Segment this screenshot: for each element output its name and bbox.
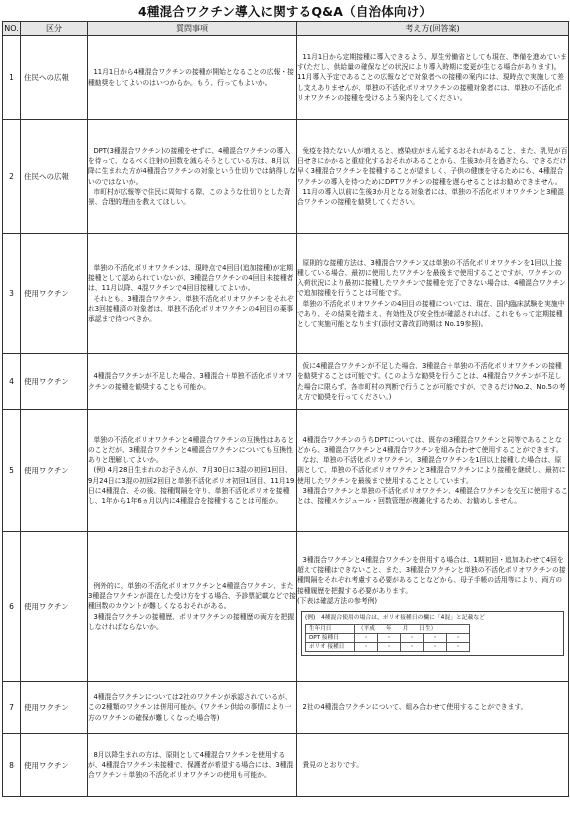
header-answer: 考え方(回答案) [297,22,569,36]
row-category: 使用ワクチン [21,532,88,682]
question-paragraph: それとも、3種混合ワクチン、単独不活化ポリオワクチンをそれぞれ3回接種済の対象者は、単独不活化ポリオワクチンの4回目の薬事承認まで待つべきか。 [88,294,294,323]
table-row [3,36,569,120]
question-paragraph: 例外的に、単独の不活化ポリオワクチンと4種混合ワクチン、また3種混合ワクチンが混在した受け方をする場合、予診票記載などで接種回数のカウントが難しくなるおそれがある。 [88,582,296,611]
row-category: 使用ワクチン [21,682,88,734]
answer-paragraph: 11月の導入以前に生後3か月となる対象者には、単独の不活化ポリオワクチンと3種混合ワクチンの接種を勧奨してください。 [297,187,565,206]
answer-paragraph: 11月1日から定期接種に導入できるよう、厚生労働省としても現在、準備を進めています(ただし、供給量の確保などの状況により導入時期に変更が生じる場合があります)。11月導入予定であることの広報などで対象者への接種の案内には、現時点で実施して差し支えありませんが、単独の不活化ポリオワクチンの接種対象者には、単独の不活化ポリオワクチンの接種を受けるよう案内をしてください。 [297,53,567,102]
example-row-label: DPT 接種日 [306,633,355,642]
header-category: 区分 [21,22,88,36]
answer-paragraph: 単独の不活化ポリオワクチンの4回目の接種については、現在、国内臨床試験を実施中であり、その結果を踏まえ、有効性及び安全性が確認されれば、これをもって定期接種として実施可能となります(添付文書改訂時期は No.19参照)。 [297,299,565,328]
answer-paragraph: 免疫を持たない人が増えると、感染症がまん延するおそれがあること、また、乳児が百日せきにかかると重症化するおそれがあることから、生後3か月を過ぎたら、できるだけ早く3種混合ワクチンを接種することが望ましく、子供の健康を守るためにも、4種混合ワクチンの導入を待つためにDPTワクチンの接種を遅らせることはお勧めできません。 [297,147,568,186]
question-paragraph: 8月以降生まれの方は、原則として4種混合ワクチンを使用するが、4種混合ワクチン未接種で、保護者が希望する場合には、3種混合ワクチン＋単独の不活化ポリオワクチンの使用も可能か。 [88,750,294,780]
example-date-cell: ・ [447,633,470,642]
row-category: 使用ワクチン [21,354,88,410]
header-question: 質問事項 [88,22,297,36]
answer-paragraph: 貴見のとおりです。 [302,760,364,769]
answer-cell [297,682,569,734]
answer-paragraph: なお、単独の不活化ポリオワクチン、3種混合ワクチンを1回以上接種した場合は、原則として、単独の不活化ポリオワクチンと3種混合ワクチンにより接種を継続し、最初に使用したワクチンを最後まで使用することとしています。 [297,456,566,485]
answer-cell [297,532,569,682]
example-row [306,642,470,651]
example-date-cell: ・ [401,642,424,651]
question-cell [88,734,297,797]
question-paragraph: 4種混合ワクチンについては2社のワクチンが承認されているが、この2種類のワクチンは併用可能か。(ワクチン供給の事情により一方のワクチンの確保が難しくなった場合等) [88,693,292,722]
question-paragraph: 4種混合ワクチンが不足した場合、3種混合＋単独不活化ポリオワクチンの接種を勧奨することも可能か。 [88,372,292,391]
row-category: 住民への広報 [21,36,88,120]
row-number: 6 [3,532,21,682]
example-date-cell: ・ [401,633,424,642]
table-row [3,532,569,682]
question-cell [88,354,297,410]
example-box [301,611,564,656]
table-row [3,120,569,234]
row-number: 4 [3,354,21,410]
answer-cell [297,36,569,120]
answer-paragraph: (下表は確認方法の参考例) [297,596,378,605]
question-paragraph: 単独の不活化ポリオワクチンは、現時点で4回目(追加接種)が定期接種として認められていないが、3種混合ワクチンの4回目未接種者は、11月以降、4混ワクチンで4回目接種してよいか。 [88,264,294,293]
question-cell [88,532,297,682]
page-title: 4種混合ワクチン導入に関するQ&A（自治体向け） [137,4,433,19]
question-paragraph: DPT(3種混合ワクチン)の接種をせずに、4種混合ワクチンの導入を待って、なるべく注射の回数を減らそうとしている方は、8月以降に生まれた方が4種混合ワクチンの対象という仕切りでは納得しないのではないか。 [88,147,296,186]
example-date-cell: ・ [447,642,470,651]
answer-paragraph: 4種混合ワクチンのうちDPTについては、既存の3種混合ワクチンと同等であることなどから、3種混合ワクチンと4種混合ワクチンを組み合わせて使用することができます。 [297,436,563,455]
row-number: 1 [3,36,21,120]
row-category: 使用ワクチン [21,410,88,532]
example-date-cell: ・ [355,642,378,651]
answer-cell [297,234,569,354]
row-number: 5 [3,410,21,532]
question-paragraph: 11月1日から4種混合ワクチンの接種が開始となることの広報・接種勧奨をしてよいのはいつからか。もう、行ってもよいか。 [88,68,294,87]
question-cell [88,120,297,234]
example-date-cell: ・ [355,633,378,642]
answer-paragraph: 原則的な接種方法は、3種混合ワクチン又は単独の不活化ポリオワクチンを1回以上接種している場合、最初に使用したワクチンを最後まで使用することですが、ワクチンの入荷状況により最初に接種したワクチンで接種を完了できない場合は、4種混合ワクチンで追加接種を行うことは可能です。 [297,259,566,298]
question-cell [88,682,297,734]
row-category: 住民への広報 [21,120,88,234]
table-header-row [3,22,569,36]
answer-cell [297,354,569,410]
table-row [3,354,569,410]
example-row-label: ポリオ 接種日 [306,642,355,651]
question-paragraph: (例) 4月28日生まれのお子さんが、7月30日に3混の初回1回目、9月24日に3混の初回2回目と単独不活化ポリオ初回1回目、11月19日に4種混合、その後、接種間隔を守り、単独不活化ポリオを接種し、1年から1年6ヵ月以内に4種混合を接種することは可能か。 [88,466,295,505]
row-number: 7 [3,682,21,734]
answer-paragraph: 仮に4種混合ワクチンが不足した場合、3種混合＋単独の不活化ポリオワクチンの接種を勧奨することは可能です。(このような勧奨を行うことは、4種混合ワクチンが不足した場合に限らず、各市町村の判断で行うことが可能ですが、できるだけNo.2、No.5の考え方で勧奨を行ってください。) [297,362,566,401]
answer-cell [297,734,569,797]
example-date-cell: ・ [424,633,447,642]
row-category: 使用ワクチン [21,234,88,354]
example-heading: (例) 4種混合使用の場合は、ポリオ接種日の欄に「4混」と記載など [305,614,485,621]
answer-paragraph: 3種混合ワクチンと単独の不活化ポリオワクチン、4種混合ワクチンを交互に使用することは、接種スケジュール・回数管理が複雑化するため、お勧めしません。 [297,486,568,505]
row-number: 2 [3,120,21,234]
birth-label: 生年月日 [306,624,355,633]
row-number: 8 [3,734,21,797]
row-number: 3 [3,234,21,354]
example-table [305,624,470,652]
row-category: 使用ワクチン [21,734,88,797]
example-row [306,633,470,642]
birth-value: （平成 年 月 日生） [355,624,470,633]
qa-table [2,21,569,797]
question-paragraph: 3種混合ワクチンの接種歴、ポリオワクチンの接種歴の両方を把握しなければならないか。 [88,612,295,631]
question-paragraph: 市町村が広報等で住民に周知する際、このような仕切りとした背景、合理的理由を教えてほしい。 [88,187,291,206]
table-row [3,410,569,532]
table-row [3,234,569,354]
example-date-cell: ・ [424,642,447,651]
header-no: NO. [3,22,21,36]
question-paragraph: 単独の不活化ポリオワクチンと4種混合ワクチンの互換性はあるとのことだが、3種混合ワクチンと4種混合ワクチンについても互換性ありと理解してよいか。 [88,436,295,465]
answer-cell [297,410,569,532]
question-cell [88,36,297,120]
example-row [306,624,470,633]
table-row [3,734,569,797]
table-row [3,682,569,734]
example-date-cell: ・ [378,633,401,642]
example-date-cell: ・ [378,642,401,651]
question-cell [88,234,297,354]
question-cell [88,410,297,532]
answer-cell [297,120,569,234]
qa-table-body [3,36,569,797]
answer-paragraph: 2社の4種混合ワクチンについて、組み合わせて使用することができます。 [302,703,528,712]
answer-paragraph: 3種混合ワクチンと4種混合ワクチンを併用する場合は、1期初回・追加あわせて4回を超えて接種はできないこと、また、3種混合ワクチンと単独の不活化ポリオワクチンの接種間隔をそれぞれ考慮する必要があることなどから、母子手帳の活用等により、両方の接種履歴を把握する必要があります。 [297,556,566,595]
